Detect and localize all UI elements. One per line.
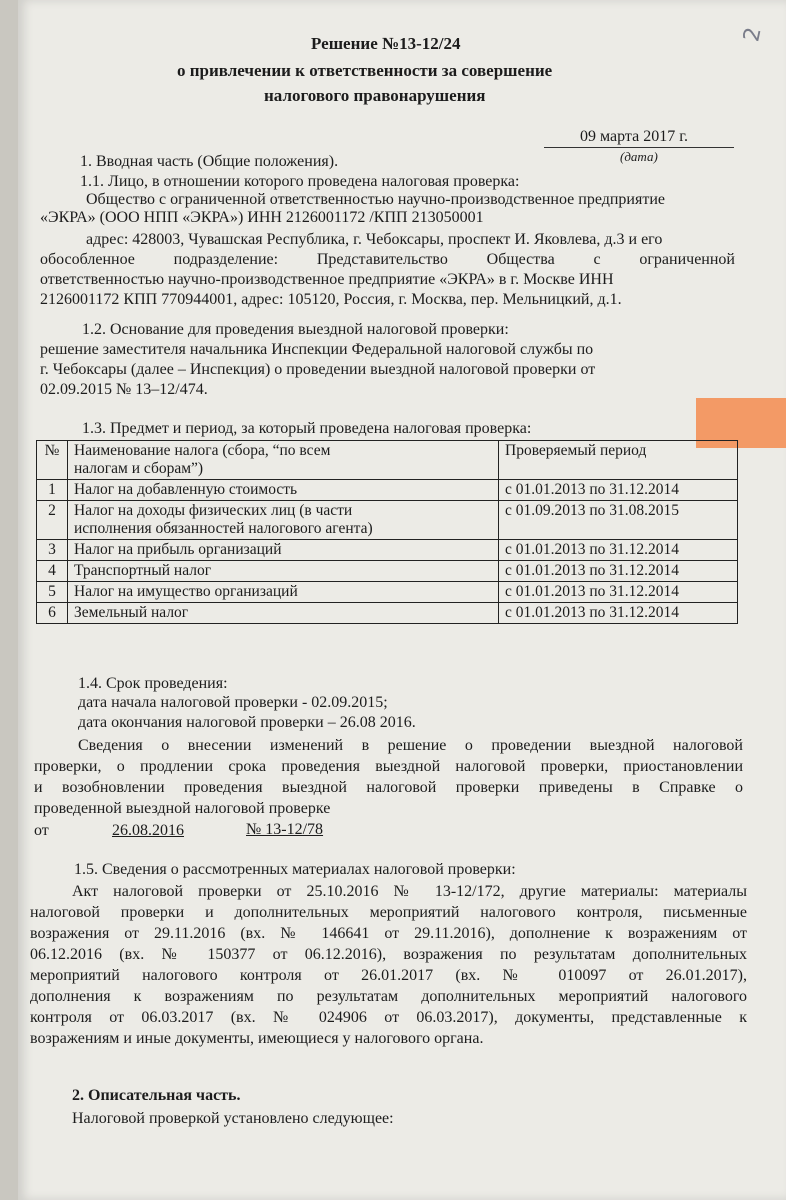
basis-line: 02.09.2015 № 13–12/474. [40,381,208,398]
reference-date: 26.08.2016 [112,822,184,839]
materials-line: налоговой проверки и дополнительных мероприятий налогового контроля, письменные [30,904,747,921]
row-period: с 01.01.2013 по 31.12.2014 [499,603,738,624]
decision-date: 09 марта 2017 г. [580,128,688,145]
materials-heading: 1.5. Сведения о рассмотренных материалах налоговой проверки: [74,861,516,878]
term-heading: 1.4. Срок проведения: [78,675,228,692]
materials-line: возражениям и иные документы, имеющиеся у налогового органа. [30,1030,484,1047]
intro-line: ответственностью научно-производственное предприятие «ЭКРА» в г. Москве ИНН [40,271,614,288]
term-line: проведенной выездной налоговой проверке [34,800,331,817]
table-row [37,540,738,561]
materials-line: контроля от 06.03.2017 (вх. № 024906 от 06.03.2017), документы, представленные к [30,1009,747,1026]
table-row [37,561,738,582]
table-row [37,501,738,540]
date-caption: (дата) [620,149,658,164]
descriptive-heading: 2. Описательная часть. [72,1087,241,1104]
basis-heading: 1.2. Основание для проведения выездной налоговой проверки: [82,321,509,338]
row-number: 3 [37,540,68,561]
row-number: 6 [37,603,68,624]
intro-line: «ЭКРА» (ООО НПП «ЭКРА») ИНН 2126001172 /КПП 213050001 [40,209,484,226]
table-row [37,582,738,603]
row-period: с 01.01.2013 по 31.12.2014 [499,582,738,603]
term-line: проверки, о продлении срока проведения выездной налоговой проверки, приостановлении [34,758,743,775]
table-row [37,480,738,501]
decision-title: Решение №13-12/24 [311,34,461,53]
intro-line: Общество с ограниченной ответственностью научно-производственное предприятие [86,191,666,208]
decision-subtitle-line1: о привлечении к ответственности за совершение [177,61,553,80]
basis-line: г. Чебоксары (далее – Инспекция) о проведении выездной налоговой проверки от [40,361,596,378]
table-row [37,603,738,624]
col-header-number: № [37,441,68,480]
materials-line: возражения от 29.11.2016 (вх. № 146641 от 29.11.2016), дополнение к возражениям от [30,925,747,942]
reference-from-label: от [34,822,49,839]
intro-subsection-1-1: 1.1. Лицо, в отношении которого проведена налоговая проверка: [80,173,520,190]
term-line: Сведения о внесении изменений в решение о проведении выездной налоговой [78,737,743,754]
subject-heading: 1.3. Предмет и период, за который проведена налоговая проверка: [82,420,532,437]
row-period: с 01.01.2013 по 31.12.2014 [499,480,738,501]
row-number: 1 [37,480,68,501]
handwritten-margin-mark: 2 [739,25,767,44]
row-number: 2 [37,501,68,540]
tax-period-table [36,440,738,624]
row-period: с 01.09.2013 по 31.08.2015 [499,501,738,540]
row-tax: Налог на доходы физических лиц (в части исполнения обязанностей налогового агента) [68,501,499,540]
col-header-period: Проверяемый период [499,441,738,480]
row-period: с 01.01.2013 по 31.12.2014 [499,540,738,561]
decision-subtitle-line2: налогового правонарушения [264,86,486,105]
materials-line: мероприятий налогового контроля от 26.01.2017 (вх. № 010097 от 26.01.2017), [30,967,747,984]
descriptive-line: Налоговой проверкой установлено следующее: [72,1110,394,1127]
intro-line: адрес: 428003, Чувашская Республика, г. Чебоксары, проспект И. Яковлева, д.3 и его [86,231,663,248]
term-start-date: дата начала налоговой проверки - 02.09.2015; [78,694,388,711]
date-underline [544,147,734,148]
basis-line: решение заместителя начальника Инспекции Федеральной налоговой службы по [40,341,594,358]
row-period: с 01.01.2013 по 31.12.2014 [499,561,738,582]
row-tax: Налог на имущество организаций [68,582,499,603]
row-tax: Налог на добавленную стоимость [68,480,499,501]
materials-line: 06.12.2016 (вх. № 150377 от 06.12.2016), возражения по результатам дополнительных [30,946,747,963]
row-number: 4 [37,561,68,582]
materials-line: Акт налоговой проверки от 25.10.2016 № 13-12/172, другие материалы: материалы [72,883,747,900]
intro-line: обособленное подразделение: Представительство Общества с ограниченной [40,251,735,268]
row-tax: Налог на прибыль организаций [68,540,499,561]
term-line: и возобновлении проведения выездной налоговой проверки приведены в Справке о [34,779,743,796]
intro-heading: 1. Вводная часть (Общие положения). [80,153,339,170]
intro-line: 2126001172 КПП 770944001, адрес: 105120, Россия, г. Москва, пер. Мельницкий, д.1. [40,291,622,308]
col-header-tax: Наименование налога (сбора, “по всем налогам и сборам”) [68,441,499,480]
materials-line: дополнения к возражениям по результатам дополнительных мероприятий налогового [30,988,747,1005]
row-tax: Земельный налог [68,603,499,624]
row-tax: Транспортный налог [68,561,499,582]
table-header-row [37,441,738,480]
row-number: 5 [37,582,68,603]
reference-number: № 13-12/78 [246,821,324,838]
term-end-date: дата окончания налоговой проверки – 26.08 2016. [78,714,416,731]
document-page [18,0,786,1200]
